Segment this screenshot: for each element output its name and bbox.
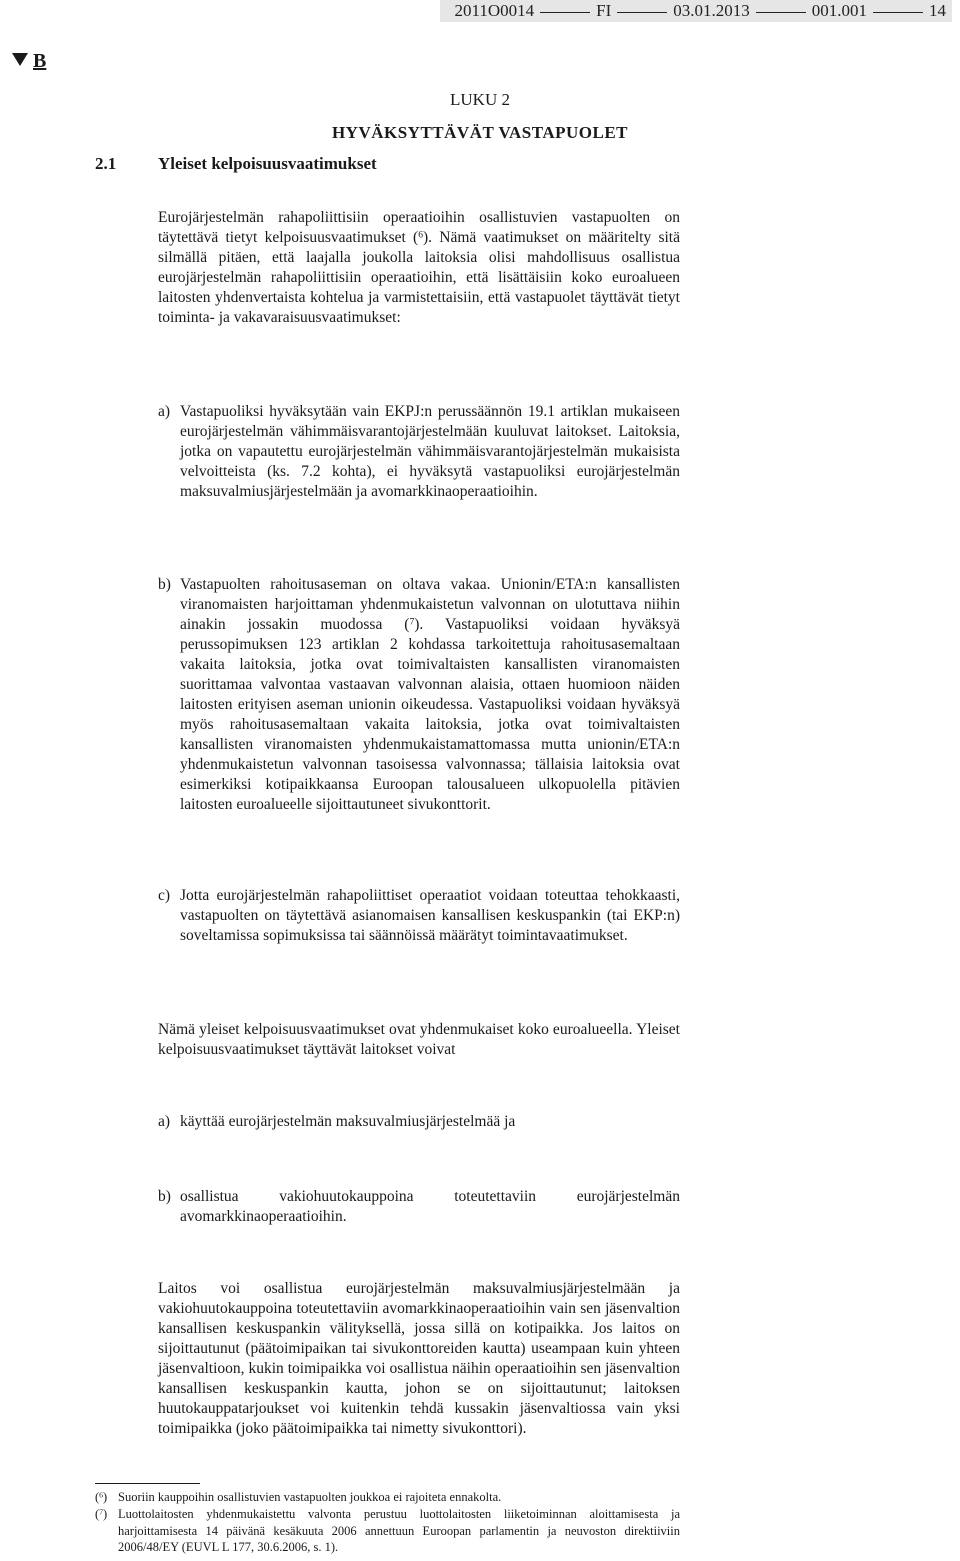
document-version: 001.001: [811, 1, 867, 20]
list-item-label: a): [158, 1113, 171, 1130]
list-item-label: a): [158, 403, 171, 420]
list-item-text: osallistua vakiohuutokauppoina toteutettaviin eurojärjestelmän avomarkkinaoperaatioihin.: [180, 1188, 680, 1225]
page-number: 14: [929, 1, 946, 20]
intro-paragraph: Eurojärjestelmän rahapoliittisiin operaatioihin osallistuvien vastapuolten on täytettävä tietyt kelpoisuusvaatimukset ($^6$). Nämä vaatimukset on määritelty sitä silmällä pitäen, että laajalla joukolla laitoksia olisi mahdollisuus osallistua eurojärjestelmän rahapoliittisiin operaatioihin, että lisättäisiin koko euroalueen laitosten yhdenvertaista kohtelua ja varmistettaisiin, että vastapuolet täyttävät tietyt toiminta- ja vakavaraisuusvaatimukset:: [158, 209, 680, 326]
section-title: Yleiset kelpoisuusvaatimukset: [158, 154, 377, 173]
chapter-number: LUKU 2: [450, 90, 510, 109]
footnote-ref-7: 7: [409, 616, 415, 628]
footnote-ref-6: 6: [418, 229, 423, 241]
document-id: 2011O0014: [454, 1, 535, 20]
footnote-text: Suoriin kauppoihin osallistuvien vastapuolten joukkoa ei rajoiteta ennakolta.: [118, 1490, 502, 1504]
document-date: 03.01.2013: [673, 1, 750, 20]
list-item-text: Vastapuoliksi hyväksytään vain EKPJ:n perussäännön 19.1 artiklan mukaiseen eurojärjestelmän vähimmäisvarantojärjestelmään kuuluvat laitokset. Laitoksia, jotka on vapautettu eurojärjestelmän vähimmäisvarantojärjestelmän mukaisista velvoitteista (ks. 7.2 kohta), ei hyväksytä vastapuoliksi eurojärjestelmän maksuvalmiusjärjestelmään ja avomarkkinaoperaatioihin.: [180, 403, 680, 500]
header-separator: [873, 12, 923, 13]
location-paragraph: Laitos voi osallistua eurojärjestelmän maksuvalmiusjärjestelmään ja vakiohuutokauppoina toteutettaviin avomarkkinaoperaatioihin vain sen jäsenvaltion kansallisen keskuspankin välityksellä, jossa sillä on kotipaikka. Jos laitos on sijoittautunut (päätoimipaikan tai sivukonttoreiden kautta) useampaan kuin yhteen jäsenvaltioon, kukin toimipaikka voi osallistua näihin operaatioihin sen jäsenvaltion kansallisen keskuspankin kautta, johon se on sijoittautunut; laitoksen huutokauppatarjoukset voi kuitenkin tehdä kussakin jäsenvaltiossa vain yksi toimipaikka (joko päätoimipaikka tai nimetty sivukonttori).: [158, 1280, 680, 1437]
amendment-marker: [12, 50, 46, 73]
list-item-text: Jotta eurojärjestelmän rahapoliittiset operaatiot voidaan toteuttaa tehokkaasti, vastapuolten on täytettävä asianomaisen kansallisen keskuspankin (tai EKP:n) soveltamissa sopimuksissa tai säännöissä määrätyt toimintavaatimukset.: [180, 887, 680, 944]
eligibility-paragraph: Nämä yleiset kelpoisuusvaatimukset ovat yhdenmukaiset koko euroalueella. Yleiset kelpoisuusvaatimukset täyttävät laitokset voivat: [158, 1021, 680, 1058]
page-header: [0, 0, 958, 22]
list-item-text: käyttää eurojärjestelmän maksuvalmiusjärjestelmää ja: [180, 1113, 516, 1130]
list-item-c: [158, 886, 680, 946]
list-item-label: b): [158, 576, 171, 593]
list-item-a: [158, 1112, 680, 1132]
chapter-title: HYVÄKSYTTÄVÄT VASTAPUOLET: [331, 123, 629, 142]
list-item-b: [158, 1187, 680, 1227]
list-item-label: c): [158, 887, 171, 904]
header-separator: [756, 12, 806, 13]
footnote-7: [95, 1506, 680, 1556]
footnote-divider: [95, 1483, 200, 1484]
footnote-label: ($^7$): [95, 1507, 108, 1521]
footnote-label: ($^6$): [95, 1490, 108, 1504]
list-item-label: b): [158, 1188, 171, 1205]
document-reference: [440, 0, 952, 22]
list-item-a: [158, 402, 680, 502]
list-item-b: [158, 575, 680, 815]
down-triangle-icon: [12, 53, 28, 66]
section-number: 2.1: [95, 154, 117, 173]
header-separator: [617, 12, 667, 13]
header-separator: [540, 12, 590, 13]
footnote-text: Luottolaitosten yhdenmukaistettu valvonta perustuu luottolaitosten liiketoiminnan aloittamisesta ja harjoittamisesta 14 päivänä kesäkuuta 2006 annettuun Euroopan parlamentin ja neuvoston direktiiviin 2006/48/EY (EUVL L 177, 30.6.2006, s. 1).: [118, 1507, 680, 1554]
footnote-6: [95, 1489, 680, 1506]
amendment-marker-label: B: [33, 50, 47, 72]
list-item-text: Vastapuolten rahoitusaseman on oltava vakaa. Unionin/ETA:n kansallisten viranomaisten harjoittaman yhdenmukaistetun valvonnan on ulotuttava niihin ainakin jossakin muodossa ($^7$). Vastapuoliksi voidaan hyväksyä perussopimuksen 123 artiklan 2 kohdassa tarkoitettuja rahoitusasemaltaan vakaita laitoksia, jotka ovat toimivaltaisten kansallisten viranomaisten suorittamaa valvontaa vastaavan valvonnan alaisia, ottaen huomioon näiden laitosten erityisen aseman unionin oikeudessa. Vastapuoliksi voidaan hyväksyä myös rahoitusasemaltaan vakaita laitoksia, jotka ovat toimivaltaisten kansallisten viranomaisten yhdenmukaistamattomassa mutta unionin/ETA:n yhdenmukaistetun valvonnan tasoisessa valvonnassa; tällaisia laitoksia ovat esimerkiksi kotipaikkaansa Euroopan talousalueen ulkopuolella pitävien laitosten euroalueelle sijoittautuneet sivukonttorit.: [180, 576, 680, 813]
document-language: FI: [596, 1, 612, 20]
